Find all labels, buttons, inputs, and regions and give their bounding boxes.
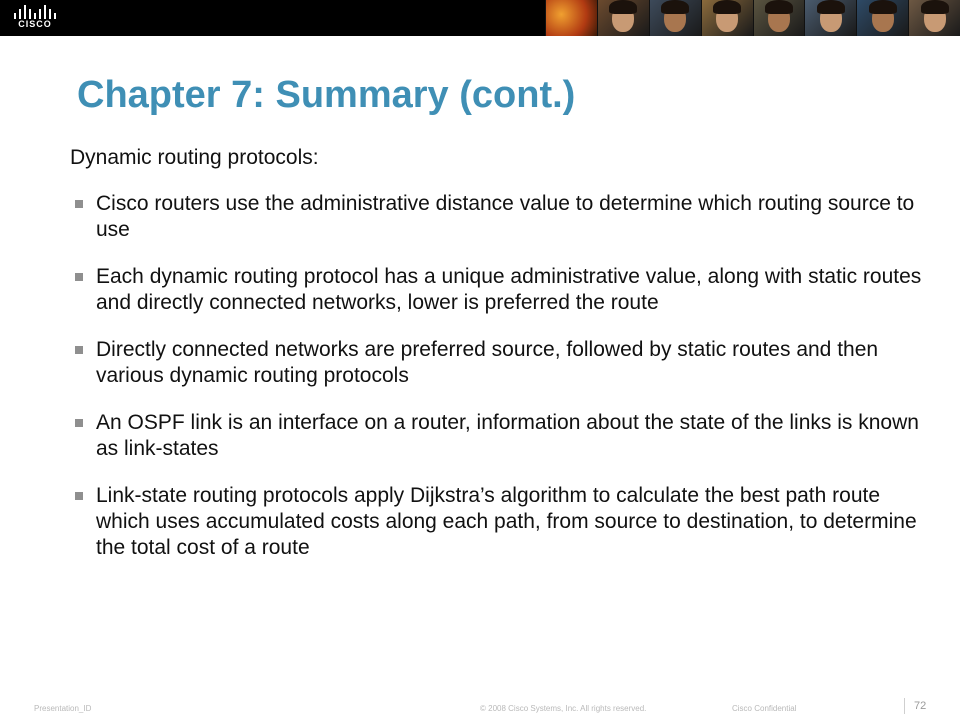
footer-presentation-id: Presentation_ID	[34, 704, 92, 713]
intro-text: Dynamic routing protocols:	[70, 146, 319, 169]
photo-strip	[545, 0, 960, 36]
footer-copyright: © 2008 Cisco Systems, Inc. All rights reserved.	[480, 704, 647, 713]
person-photo-icon	[804, 0, 856, 36]
square-bullet-icon	[75, 419, 83, 427]
bullet-item	[72, 410, 932, 462]
bullet-item	[72, 337, 932, 389]
cisco-logo	[8, 3, 58, 33]
bullet-text: Each dynamic routing protocol has a unique administrative value, along with static routes and directly connected networks, lower is preferred the route	[96, 265, 922, 314]
abstract-photo-icon	[545, 0, 597, 36]
footer-divider	[904, 698, 905, 714]
header-bar	[0, 0, 960, 36]
person-photo-icon	[649, 0, 701, 36]
bullet-item	[72, 483, 932, 561]
logo-text: CISCO	[18, 19, 52, 29]
slide-title: Chapter 7: Summary (cont.)	[77, 74, 576, 116]
bullet-list	[72, 191, 932, 582]
page-number: 72	[914, 700, 927, 712]
bullet-text: An OSPF link is an interface on a router, information about the state of the links is known as link-states	[96, 411, 919, 460]
footer-confidential: Cisco Confidential	[732, 704, 797, 713]
person-photo-icon	[753, 0, 805, 36]
person-photo-icon	[597, 0, 649, 36]
bullet-text: Directly connected networks are preferred source, followed by static routes and then various dynamic routing protocols	[96, 338, 879, 387]
person-photo-icon	[701, 0, 753, 36]
square-bullet-icon	[75, 273, 83, 281]
square-bullet-icon	[75, 200, 83, 208]
cisco-bars-icon	[12, 5, 56, 19]
bullet-item	[72, 191, 932, 243]
square-bullet-icon	[75, 346, 83, 354]
square-bullet-icon	[75, 492, 83, 500]
person-photo-icon	[908, 0, 960, 36]
person-photo-icon	[856, 0, 908, 36]
bullet-text: Cisco routers use the administrative distance value to determine which routing source to use	[96, 192, 915, 241]
bullet-item	[72, 264, 932, 316]
bullet-text: Link-state routing protocols apply Dijkstra’s algorithm to calculate the best path route which uses accumulated costs along each path, from source to destination, to determine the total cost of a route	[96, 484, 917, 559]
